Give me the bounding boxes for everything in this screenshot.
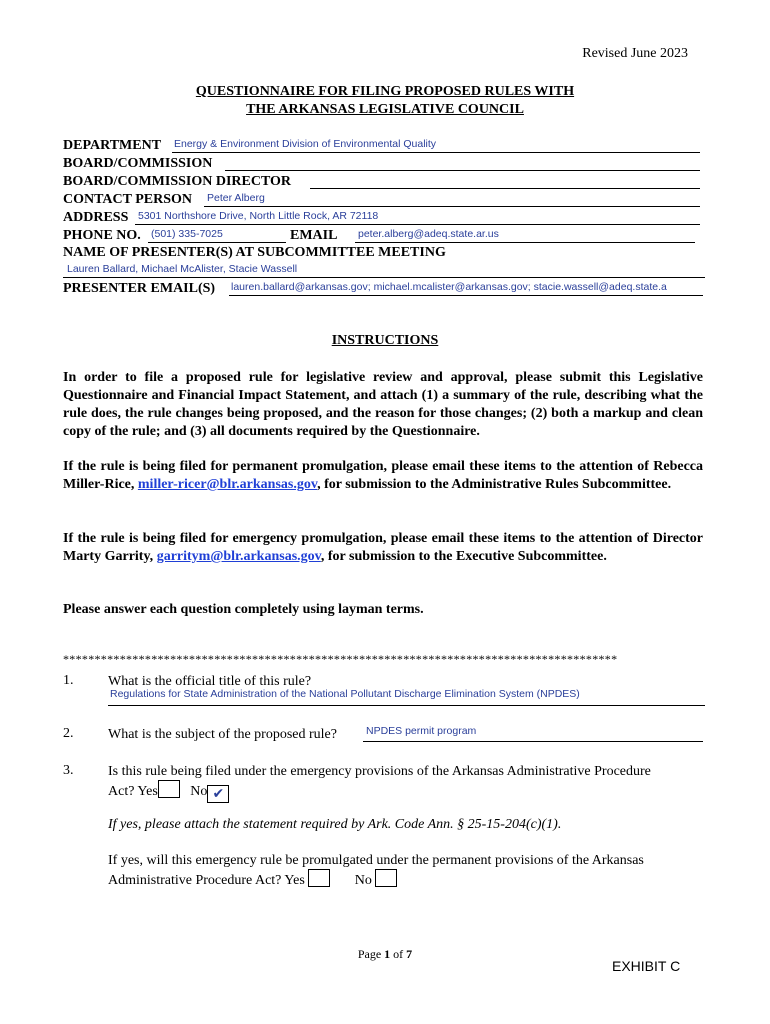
checkmark-icon: ✔: [212, 786, 225, 802]
question-1-answer[interactable]: Regulations for State Administration of the National Pollutant Discharge Elimination System (NPDES): [110, 688, 580, 700]
p3-text-before: If the rule is being filed for emergency promulgation, please email these items to the attention of Director Marty Garrity,: [63, 531, 703, 564]
presenter-emails-label: PRESENTER EMAIL(S): [63, 281, 216, 296]
email-field[interactable]: peter.alberg@adeq.state.ar.us: [358, 228, 499, 240]
question-1-number: 1.: [63, 673, 74, 688]
question-3-followup-row: [108, 869, 397, 889]
department-line: [172, 152, 700, 153]
form-title-line1: QUESTIONNAIRE FOR FILING PROPOSED RULES WITH: [195, 84, 575, 99]
page-of: of: [393, 947, 404, 961]
instructions-paragraph-1: In order to file a proposed rule for legislative review and approval, please submit this Legislative Questionnaire and Financial Impact Statement, and attach (1) a summary of the rule, describing what the rule does, the rule changes being proposed, and the reason for those changes; (2) both a markup and clean copy of the rule; and (3) all documents required by the Questionnaire.: [63, 370, 703, 439]
question-3-yes-label: Yes: [137, 784, 158, 799]
department-field[interactable]: Energy & Environment Division of Environmental Quality: [174, 138, 437, 150]
question-3-no-label: No: [190, 784, 208, 799]
presenter-emails-line: [229, 295, 703, 296]
presenters-line: [63, 277, 705, 278]
followup-yes-label: Yes: [284, 873, 305, 888]
presenters-field[interactable]: Lauren Ballard, Michael McAlister, Stacie Wassell: [67, 263, 298, 275]
contact-line: [204, 206, 700, 207]
question-3-yes-checkbox[interactable]: [158, 780, 180, 798]
question-3-followup-line1: If yes, will this emergency rule be promulgated under the permanent provisions of the Arkansas: [108, 853, 644, 868]
question-2-number: 2.: [63, 726, 74, 741]
presenters-label: NAME OF PRESENTER(S) AT SUBCOMMITTEE MEETING: [63, 245, 446, 260]
question-3-note: If yes, please attach the statement required by Ark. Code Ann. § 25-15-204(c)(1).: [108, 817, 562, 832]
board-field[interactable]: [225, 170, 700, 171]
followup-yes-checkbox[interactable]: [308, 869, 330, 887]
phone-label: PHONE NO.: [63, 228, 141, 243]
page-current: 1: [384, 947, 391, 961]
p3-text-after: , for submission to the Executive Subcommittee.: [320, 549, 607, 564]
address-label: ADDRESS: [63, 210, 129, 225]
question-2-text: What is the subject of the proposed rule?: [108, 727, 337, 742]
director-field[interactable]: [310, 188, 700, 189]
phone-field[interactable]: (501) 335-7025: [151, 228, 223, 240]
separator-asterisks: ****************************************************************************************: [63, 652, 618, 666]
contact-field[interactable]: Peter Alberg: [207, 192, 265, 204]
question-3-no-checkbox[interactable]: [207, 785, 229, 803]
question-3-answer-row: [108, 780, 229, 803]
board-label: BOARD/COMMISSION: [63, 156, 213, 171]
question-3-number: 3.: [63, 763, 74, 778]
instructions-paragraph-2: [63, 458, 703, 494]
question-3-followup-text: Administrative Procedure Act?: [108, 873, 282, 888]
p2-text-after: , for submission to the Administrative Rules Subcommittee.: [317, 477, 672, 492]
question-2-line: [363, 741, 703, 742]
question-1-line: [108, 705, 705, 706]
question-2-answer[interactable]: NPDES permit program: [366, 725, 477, 737]
phone-line: [148, 242, 286, 243]
followup-no-checkbox[interactable]: [375, 869, 397, 887]
form-title-line2: THE ARKANSAS LEGISLATIVE COUNCIL: [246, 102, 524, 117]
email-line: [355, 242, 695, 243]
garrity-email-link[interactable]: garritym@blr.arkansas.gov: [156, 549, 321, 564]
email-label: EMAIL: [290, 228, 338, 243]
instructions-paragraph-4: Please answer each question completely using layman terms.: [63, 602, 424, 617]
page-prefix: Page: [357, 947, 382, 961]
question-1-text: What is the official title of this rule?: [108, 674, 312, 689]
address-field[interactable]: 5301 Northshore Drive, North Little Rock, AR 72118: [138, 210, 379, 222]
revised-date: Revised June 2023: [582, 46, 688, 61]
page-total: 7: [406, 947, 413, 961]
p2-text-before: If the rule is being filed for permanent promulgation, please email these items to the attention of Rebecca Miller-Rice,: [63, 459, 703, 492]
instructions-heading: INSTRUCTIONS: [331, 333, 439, 348]
contact-label: CONTACT PERSON: [63, 192, 193, 207]
question-3-act-label: Act?: [108, 784, 135, 799]
exhibit-label: EXHIBIT C: [612, 958, 681, 974]
department-label: DEPARTMENT: [63, 138, 162, 153]
director-label: BOARD/COMMISSION DIRECTOR: [63, 174, 292, 189]
presenter-emails-field[interactable]: lauren.ballard@arkansas.gov; michael.mcalister@arkansas.gov; stacie.wassell@adeq.state.a: [231, 281, 667, 293]
instructions-paragraph-3: [63, 530, 703, 566]
miller-rice-email-link[interactable]: miller-ricer@blr.arkansas.gov: [137, 477, 318, 492]
followup-no-label: No: [354, 873, 372, 888]
question-3-text: Is this rule being filed under the emergency provisions of the Arkansas Administrative Procedure: [108, 764, 651, 779]
address-line: [135, 224, 700, 225]
